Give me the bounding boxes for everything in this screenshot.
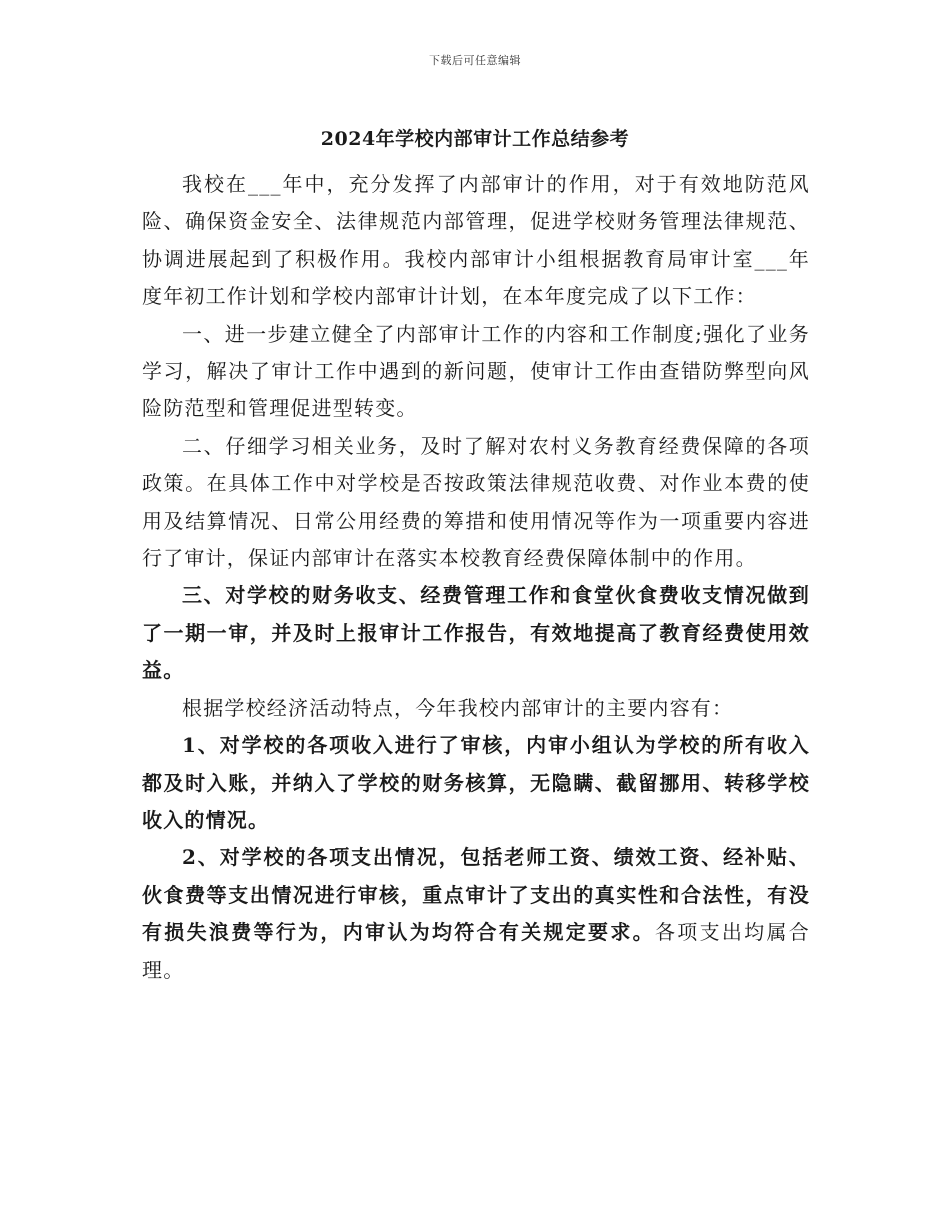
paragraph-expense-review: [142, 839, 810, 989]
expense-review-bold: 2、对学校的各项支出情况，包括老师工资、绩效工资、经补贴、伙食费等支出情况进行审核，重点审计了支出的真实性和合法性，有没有损失浪费等行为，内审认为均符合有关规定要求。: [142, 845, 810, 945]
paragraph-intro: 我校在___年中，充分发挥了内部审计的作用，对于有效地防范风险、确保资金安全、法律规范内部管理，促进学校财务管理法律规范、协调进展起到了积极作用。我校内部审计小组根据教育局审计室___年度年初工作计划和学校内部审计计划，在本年度完成了以下工作：: [142, 172, 810, 309]
document-body: [142, 166, 810, 989]
paragraph-content-intro: 根据学校经济活动特点，今年我校内部审计的主要内容有：: [182, 695, 734, 720]
paragraph-item-2: 二、仔细学习相关业务，及时了解对农村义务教育经费保障的各项政策。在具体工作中对学校是否按政策法律规范收费、对作业本费的使用及结算情况、日常公用经费的筹措和使用情况等作为一项重要内容进行了审计，保证内部审计在落实本校教育经费保障体制中的作用。: [142, 433, 810, 571]
expense-review-normal: 各项支出均属合理。: [142, 920, 810, 982]
paragraph-item-1: 一、进一步建立健全了内部审计工作的内容和工作制度;强化了业务学习，解决了审计工作中遇到的新问题，使审计工作由查错防弊型向风险防范型和管理促进型转变。: [142, 321, 810, 421]
paragraph-income-review: 1、对学校的各项收入进行了审核，内审小组认为学校的所有收入都及时入账，并纳入了学校的财务核算，无隐瞒、截留挪用、转移学校收入的情况。: [142, 733, 810, 832]
document-title: 2024年学校内部审计工作总结参考: [320, 128, 630, 150]
header-note: 下载后可任意编辑: [429, 54, 521, 67]
paragraph-item-3: 三、对学校的财务收支、经费管理工作和食堂伙食费收支情况做到了一期一审，并及时上报审计工作报告，有效地提高了教育经费使用效益。: [142, 583, 810, 683]
